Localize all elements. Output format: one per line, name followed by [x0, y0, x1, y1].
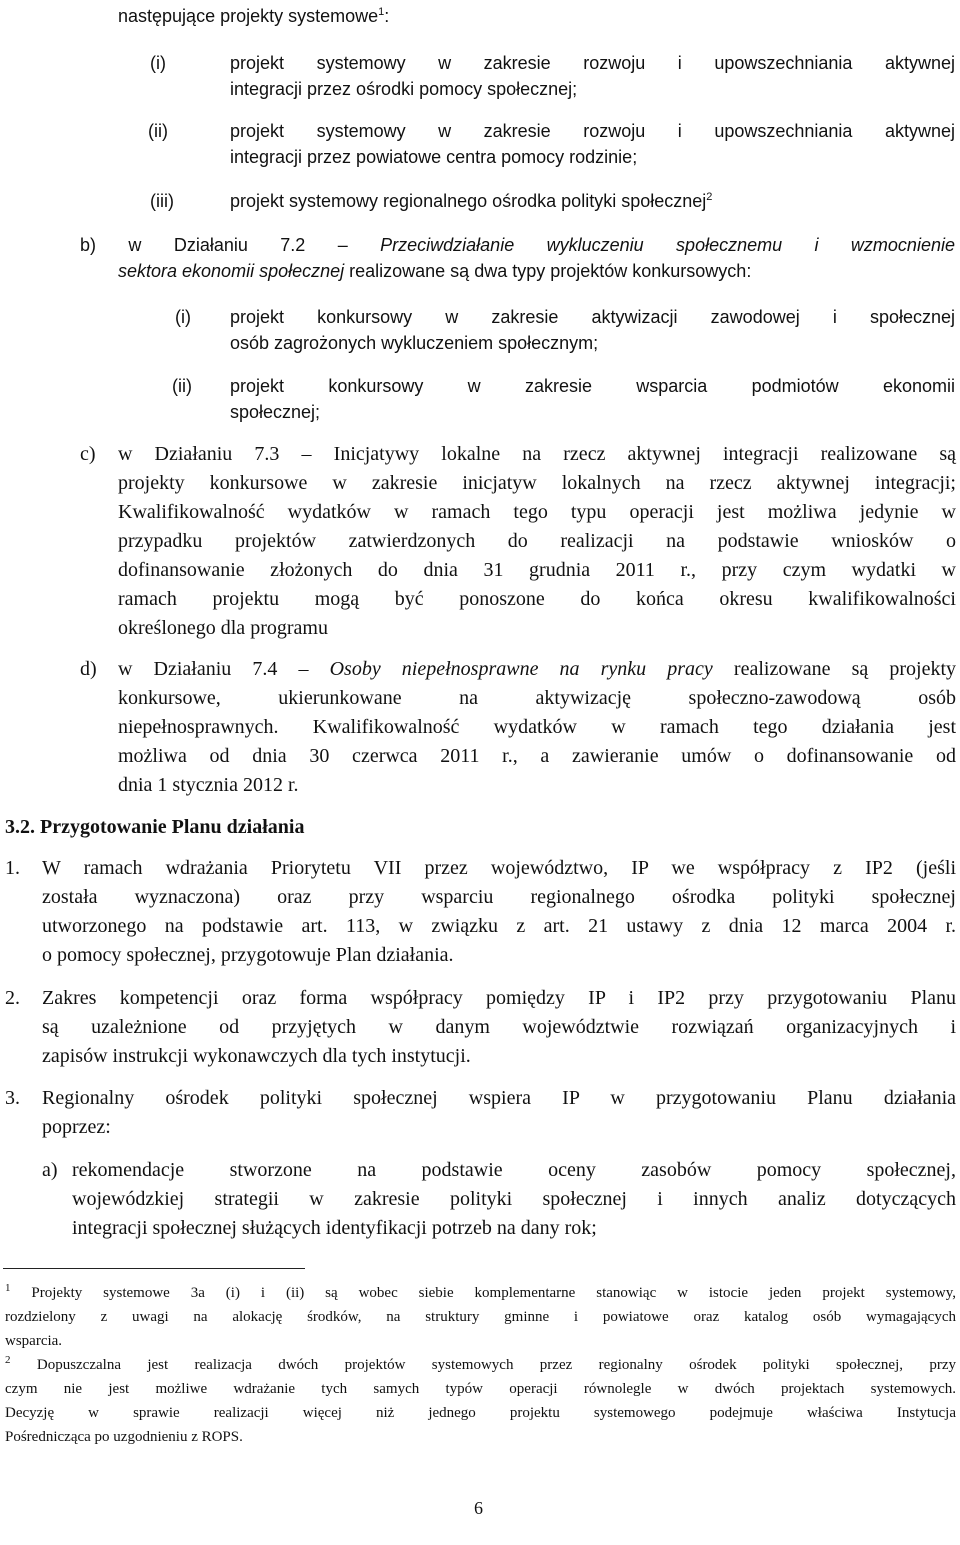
item-c-label: c) [80, 443, 96, 465]
numbered-label-1: 1. [5, 857, 20, 879]
numbered-text-2: Zakres kompetencji oraz forma współpracy pomiędzy IP i IP2 przy przygotowaniu Planu są uzależnione od przyjętych w danym województwie rozwiązań organizacyjnych i zapisów instrukcji wykonawczych dla tych instytucji. [42, 987, 956, 1067]
item-c-text: w Działaniu 7.3 – Inicjatywy lokalne na rzecz aktywnej integracji realizowane są projekty konkursowe w zakresie inicjatyw lokalnych na rzecz aktywnej integracji; Kwalifikowalność wydatków w ramach tego typu operacji jest możliwa jedynie w przypadku projektów zatwierdzonych do realizacji na podstawie wniosków o dofinansowanie złożonych do dnia 31 grudnia 2011 r., przy czym wydatki w ramach projektu mogą być ponoszone do końca okresu kwalifikowalności określonego dla programu [118, 443, 956, 639]
footnote-2: $^2$ Dopuszczalna jest realizacja dwóch projektów systemowych przez regionalny ośrodek polityki społecznej, przy czym nie jest możliwe wdrażanie tych samych typów operacji równolegle w dwóch projektach systemowych. Decyzję w sprawie realizacji więcej niż jednego projektu systemowego podejmuje właściwa Instytucja Pośrednicząca po uzgodnieniu z ROPS. [5, 1354, 957, 1445]
item-b [80, 232, 955, 284]
numbered-label-3: 3. [5, 1087, 20, 1109]
intro-line: następujące projekty systemowe$^1$: [118, 6, 390, 26]
sys-item-text-3: projekt systemowy regionalnego ośrodka polityki społecznej$^2$ [230, 191, 713, 211]
item-d-label: d) [80, 658, 97, 680]
numbered-text-3: Regionalny ośrodek polityki społecznej wspiera IP w przygotowaniu Planu działania poprzez: [42, 1087, 956, 1138]
footnote-2-marker: 2 [5, 1354, 11, 1366]
footnote-1-marker: 1 [5, 1282, 11, 1294]
item-b-line1: b) w Działaniu 7.2 – Przeciwdziałanie wykluczeniu społecznemu i wzmocnienie [80, 235, 955, 255]
sys-item-label-2: (ii) [148, 121, 168, 141]
sys-item-text-2: projekt systemowy w zakresie rozwoju i upowszechniania aktywnej integracji przez powiatowe centra pomocy rodzinie; [230, 121, 955, 167]
sys-item-text-1: projekt systemowy w zakresie rozwoju i upowszechniania aktywnej integracji przez ośrodki pomocy społecznej; [230, 53, 955, 99]
item-b-line2: sektora ekonomii społecznej realizowane są dwa typy projektów konkursowych: [118, 261, 752, 281]
sub-a-text: rekomendacje stworzone na podstawie oceny zasobów pomocy społecznej, wojewódzkiej strategii w zakresie polityki społecznej i innych analiz dotyczących integracji społecznej służących identyfikacji potrzeb na dany rok; [72, 1159, 956, 1239]
footnote-separator [3, 1268, 305, 1269]
numbered-label-2: 2. [5, 987, 20, 1009]
b-item-text-2: projekt konkursowy w zakresie wsparcia podmiotów ekonomii społecznej; [230, 376, 955, 422]
numbered-text-1: W ramach wdrażania Priorytetu VII przez województwo, IP we współpracy z IP2 (jeśli została wyznaczona) oraz przy wsparciu regionalnego ośrodka polityki społecznej utworzonego na podstawie art. 113, w związku z art. 21 ustawy z dnia 12 marca 2004 r. o pomocy społecznej, przygotowuje Plan działania. [42, 857, 956, 966]
footnote-ref-1: 1 [378, 6, 385, 18]
item-d-text: w Działaniu 7.4 – Osoby niepełnosprawne na rynku pracy realizowane są projekty konkursowe, ukierunkowane na aktywizację społeczno-zawodową osób niepełnosprawnych. Kwalifikowalność wydatków w ramach tego działania jest możliwa od dnia 30 czerwca 2011 r., a zawieranie umów o dofinansowanie od dnia 1 stycznia 2012 r. [118, 658, 957, 796]
page-number: 6 [474, 1498, 483, 1518]
footnote-1: $^1$ Projekty systemowe 3a (i) i (ii) są wobec siebie komplementarne stanowiąc w istocie jeden projekt systemowy, rozdzielony z uwagi na alokację środków, na struktury gminne i powiatowe oraz katalog osób wymagających wsparcia. [5, 1282, 957, 1349]
section-heading: 3.2. Przygotowanie Planu działania [5, 816, 305, 838]
footnote-ref-2: 2 [706, 191, 713, 203]
b-item-label-1: (i) [175, 307, 191, 327]
sys-item-label-1: (i) [150, 53, 166, 73]
sys-item-label-3: (iii) [150, 191, 174, 211]
b-item-text-1: projekt konkursowy w zakresie aktywizacji zawodowej i społecznej osób zagrożonych wykluczeniem społecznym; [230, 307, 955, 353]
b-item-label-2: (ii) [172, 376, 192, 396]
sub-a-label: a) [42, 1159, 58, 1181]
